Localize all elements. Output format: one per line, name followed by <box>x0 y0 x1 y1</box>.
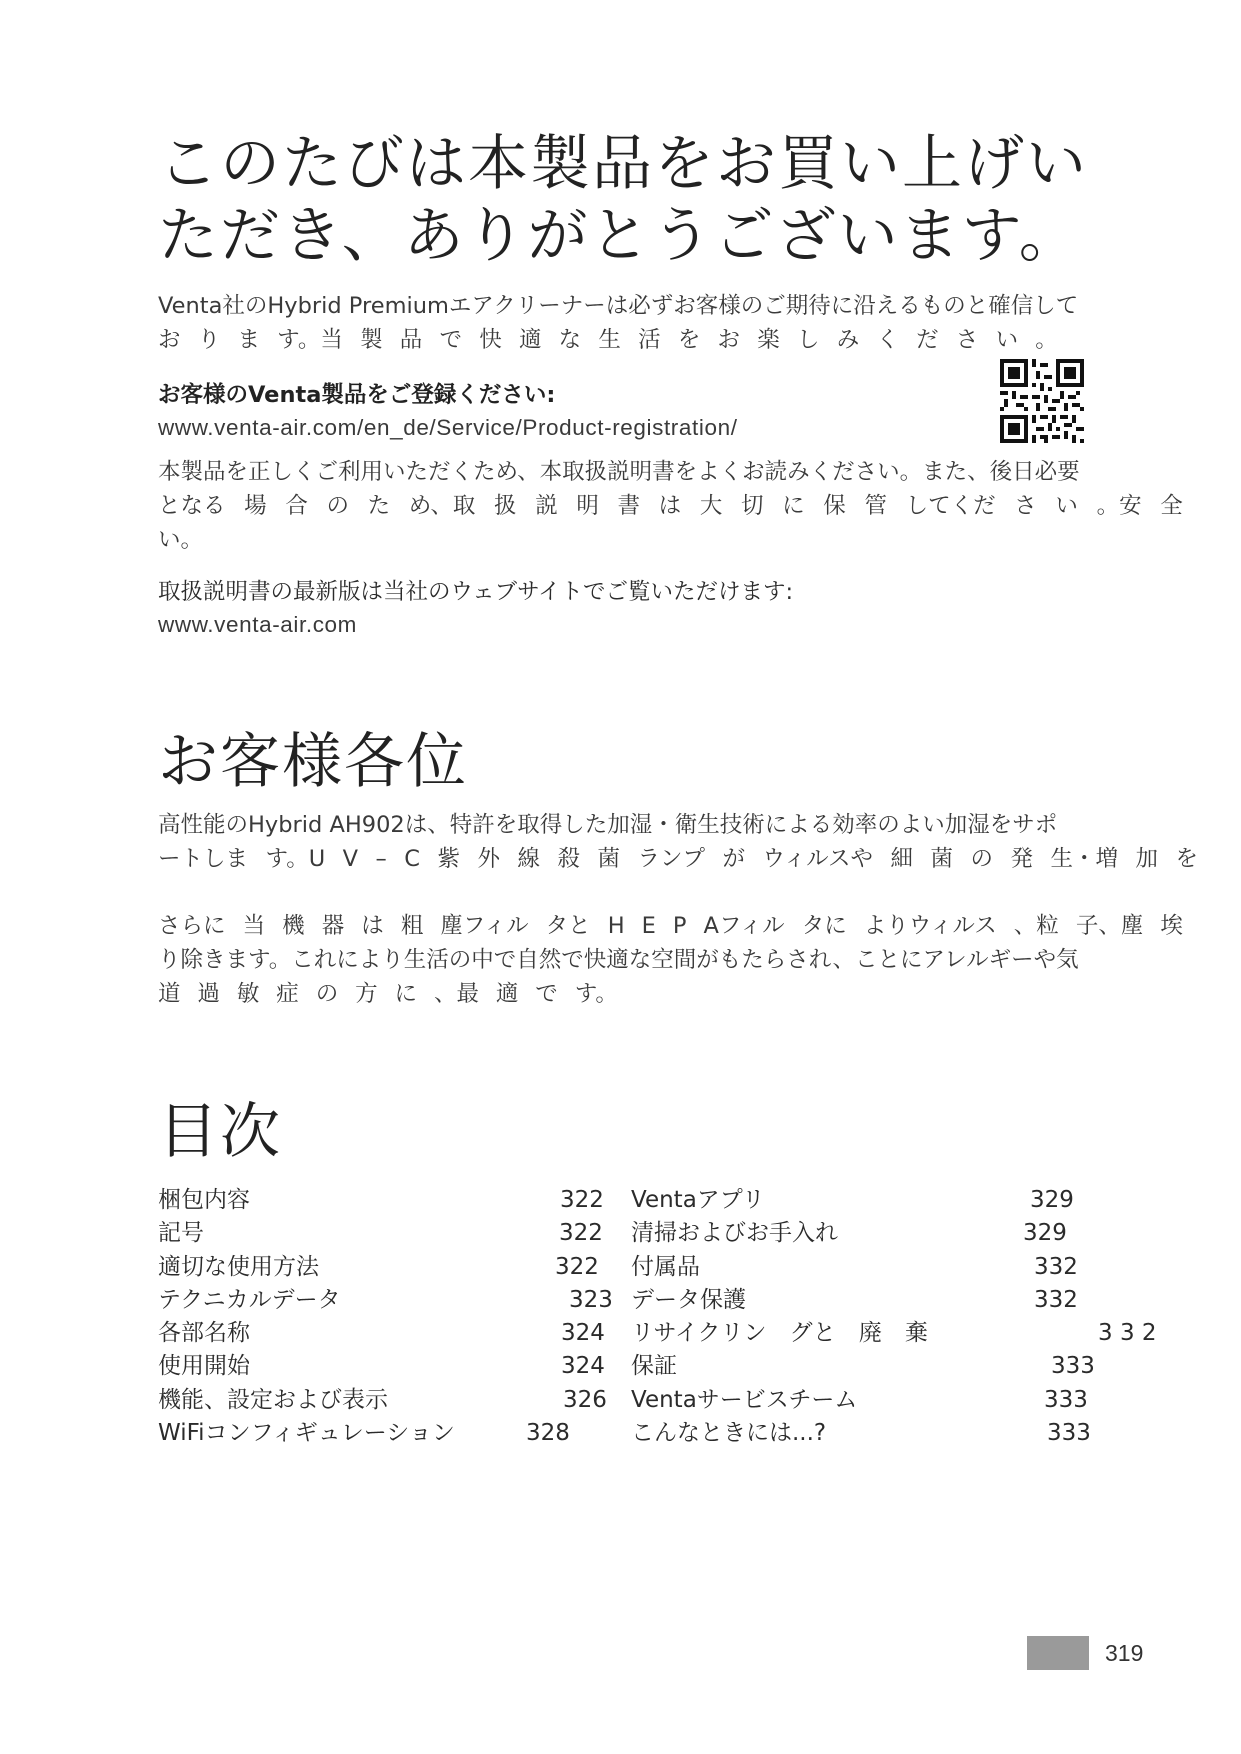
text-fragment: 菌 <box>597 846 620 872</box>
intro-paragraph-1-line-1: Venta社のHybrid Premiumエアクリーナーは必ずお客様のご期待に沿えるものと確信して <box>158 293 1079 319</box>
text-fragment: 大 <box>699 493 723 519</box>
toc-entry-label: データ保護 <box>631 1286 746 1313</box>
text-fragment: 適 <box>495 981 519 1007</box>
text-fragment: た <box>367 493 391 519</box>
toc-row[interactable] <box>158 1251 1078 1284</box>
text-fragment: 場 <box>244 493 267 519</box>
text-fragment: す。 <box>574 981 618 1007</box>
toc-entry-label: 記号 <box>158 1220 204 1247</box>
text-fragment: 殺 <box>557 846 580 872</box>
text-fragment: 線 <box>517 846 540 872</box>
text-fragment: 。 <box>1035 327 1058 353</box>
text-fragment: は <box>361 913 384 939</box>
toc-entry-label: 使用開始 <box>158 1353 250 1380</box>
text-fragment: 器 <box>321 913 345 939</box>
text-fragment: 管 <box>864 493 887 519</box>
toc-row[interactable] <box>158 1317 1157 1350</box>
text-fragment: 扱 <box>494 493 517 519</box>
text-fragment: 過 <box>197 981 220 1007</box>
toc-entry-label: 清掃およびお手入れ <box>631 1220 838 1247</box>
manual-heading: 取扱説明書の最新版は当社のウェブサイトでご覧いただけます: <box>158 579 794 605</box>
text-fragment: Aフィル <box>703 913 785 939</box>
text-fragment: C <box>404 846 420 872</box>
toc-row[interactable] <box>158 1217 1078 1250</box>
customers-title: お客様各位 <box>158 727 468 797</box>
text-fragment: タと <box>545 913 591 939</box>
text-fragment: お <box>158 327 181 353</box>
customers-line-1: 高性能のHybrid AH902は、特許を取得した加湿・衛生技術による効率のよい加湿をサポ <box>158 812 1058 838</box>
customers-line-3 <box>158 909 1183 943</box>
text-fragment: な <box>558 327 582 353</box>
toc-entry-label: Ventaアプリ <box>631 1187 765 1213</box>
text-fragment: 菌 <box>930 846 953 872</box>
text-fragment: E <box>641 913 656 939</box>
text-fragment: ウィルスや <box>762 846 873 872</box>
text-fragment: い <box>1055 493 1078 519</box>
text-fragment: 、最 <box>433 981 479 1007</box>
toc-entry-label: 梱包内容 <box>158 1187 250 1213</box>
text-fragment: V <box>342 846 359 872</box>
text-fragment: 発 <box>1010 846 1033 872</box>
text-fragment: 紫 <box>437 846 460 872</box>
toc-entry-page: 333 <box>1047 1420 1091 1447</box>
toc-row[interactable] <box>158 1184 1078 1217</box>
text-fragment: 道 <box>158 981 181 1007</box>
manual-url-link[interactable]: www.venta-air.com <box>158 612 358 637</box>
toc-entry-label: こんなときには...? <box>631 1420 827 1447</box>
page-number-bar <box>1027 1636 1089 1670</box>
intro-paragraph-2-line-3: い。 <box>158 527 204 553</box>
toc-entry-page: 322 <box>559 1220 603 1247</box>
toc-entry-label: 各部名称 <box>158 1320 250 1347</box>
text-fragment: 適 <box>518 327 542 353</box>
text-fragment: お <box>717 327 741 353</box>
toc-entry-label: 適切な使用方法 <box>158 1253 319 1280</box>
toc-entry-page: 328 <box>526 1420 570 1447</box>
customers-line-5 <box>158 977 618 1011</box>
text-fragment: 子、塵 <box>1075 913 1144 939</box>
customers-line-4: り除きます。これにより生活の中で自然で快適な空間がもたらされ、ことにアレルギーや気 <box>158 947 1079 973</box>
text-fragment: 品 <box>399 327 423 353</box>
text-fragment: い <box>995 327 1019 353</box>
intro-title-line-2: ただき、ありがとうございます。 <box>158 201 1081 271</box>
intro-paragraph-1-line-2 <box>158 323 1058 357</box>
qr-code-icon <box>1000 359 1084 443</box>
text-fragment: 埃 <box>1160 913 1183 939</box>
text-fragment: 製 <box>360 327 383 353</box>
text-fragment: 生 <box>598 327 621 353</box>
toc-row[interactable] <box>158 1350 1095 1383</box>
text-fragment: 細 <box>890 846 913 872</box>
text-fragment: に <box>782 493 805 519</box>
intro-title-line-1: このたびは本製品をお買い上げい <box>158 129 1088 199</box>
register-heading: お客様のVenta製品をご登録ください: <box>158 382 556 408</box>
text-fragment: 説 <box>535 493 558 519</box>
text-fragment: め、取 <box>408 493 476 519</box>
toc-entry-page: 324 <box>561 1320 605 1347</box>
toc-entry-page: 3 3 2 <box>1098 1320 1157 1347</box>
text-fragment: – <box>375 846 387 872</box>
toc-entry-label: テクニカルデータ <box>158 1286 341 1313</box>
text-fragment: 楽 <box>757 327 780 353</box>
toc-title: 目次 <box>158 1097 282 1167</box>
text-fragment: 敏 <box>236 981 260 1007</box>
toc-entry-page: 332 <box>1034 1286 1078 1313</box>
text-fragment: してくだ <box>905 493 996 519</box>
toc-entry-label: Ventaサービスチーム <box>631 1386 858 1413</box>
text-fragment: に <box>394 981 418 1007</box>
text-fragment: 書 <box>617 493 641 519</box>
text-fragment: は <box>658 493 682 519</box>
page-number: 319 <box>1105 1640 1144 1666</box>
text-fragment: 明 <box>576 493 599 519</box>
intro-paragraph-2-line-1: 本製品を正しくご利用いただくため、本取扱説明書をよくお読みください。また、後日必要 <box>158 459 1080 485</box>
text-fragment: を <box>1175 846 1198 872</box>
text-fragment: ートしま <box>158 846 249 872</box>
text-fragment: で <box>439 327 463 353</box>
text-fragment: が <box>722 846 745 872</box>
toc-entry-label: WiFiコンフィギュレーション <box>158 1420 455 1447</box>
text-fragment: す。U <box>265 846 326 872</box>
toc-entry-page: 333 <box>1051 1353 1095 1380</box>
toc-entry-page: 322 <box>555 1253 599 1280</box>
text-fragment: の <box>970 846 993 872</box>
text-fragment: さ <box>955 327 979 353</box>
text-fragment: で <box>535 981 558 1007</box>
toc-entry-label: 付属品 <box>631 1253 700 1280</box>
toc-list <box>158 1184 1157 1450</box>
text-fragment: 当 <box>242 913 266 939</box>
text-fragment: を <box>677 327 701 353</box>
toc-entry-page: 333 <box>1044 1386 1088 1413</box>
customers-line-2 <box>158 842 1198 876</box>
text-fragment: 全 <box>1160 493 1183 519</box>
text-fragment: り <box>197 327 221 353</box>
text-fragment: 粗 <box>400 913 424 939</box>
toc-entry-label: 保証 <box>631 1353 677 1380</box>
toc-entry-label: 機能、設定および表示 <box>158 1386 388 1413</box>
text-fragment: ランプ <box>637 846 705 872</box>
toc-entry-label: リサイクリン グと 廃 棄 <box>631 1320 928 1347</box>
text-fragment: の <box>326 493 349 519</box>
toc-entry-page: 322 <box>560 1187 604 1213</box>
text-fragment: 方 <box>355 981 378 1007</box>
text-fragment: 。安 <box>1096 493 1142 519</box>
intro-paragraph-2-line-2 <box>158 489 1183 523</box>
text-fragment: ま <box>237 327 260 353</box>
text-fragment: し <box>796 327 820 353</box>
text-fragment: す。当 <box>277 327 343 353</box>
text-fragment: 塵フィル <box>440 913 529 939</box>
text-fragment: 外 <box>477 846 500 872</box>
toc-entry-page: 324 <box>561 1353 605 1380</box>
text-fragment: 合 <box>285 493 308 519</box>
text-fragment: 、粒 <box>1013 913 1059 939</box>
toc-entry-page: 326 <box>563 1386 607 1413</box>
text-fragment: 活 <box>638 327 661 353</box>
text-fragment: 症 <box>276 981 299 1007</box>
text-fragment: となる <box>158 493 226 519</box>
register-url-link[interactable]: www.venta-air.com/en_de/Service/Product-registration/ <box>158 415 738 440</box>
text-fragment: だ <box>916 327 939 353</box>
text-fragment: 機 <box>282 913 305 939</box>
toc-row[interactable] <box>158 1284 1078 1317</box>
toc-entry-page: 329 <box>1023 1220 1067 1247</box>
toc-entry-page: 332 <box>1034 1253 1078 1280</box>
text-fragment: よりウィルス <box>863 913 997 939</box>
text-fragment: 保 <box>823 493 846 519</box>
text-fragment: P <box>672 913 687 939</box>
text-fragment: タに <box>801 913 847 939</box>
toc-entry-page: 329 <box>1030 1187 1074 1213</box>
text-fragment: H <box>607 913 625 939</box>
text-fragment: み <box>836 327 860 353</box>
text-fragment: 快 <box>479 327 502 353</box>
text-fragment: 生・増 <box>1050 846 1118 872</box>
text-fragment: さ <box>1014 493 1037 519</box>
toc-entry-page: 323 <box>569 1286 613 1313</box>
text-fragment: 加 <box>1135 846 1158 872</box>
toc-row[interactable] <box>158 1384 1088 1417</box>
toc-row[interactable] <box>158 1417 1091 1450</box>
text-fragment: の <box>315 981 339 1007</box>
text-fragment: さらに <box>158 913 226 939</box>
text-fragment: 切 <box>740 493 764 519</box>
text-fragment: く <box>876 327 899 353</box>
